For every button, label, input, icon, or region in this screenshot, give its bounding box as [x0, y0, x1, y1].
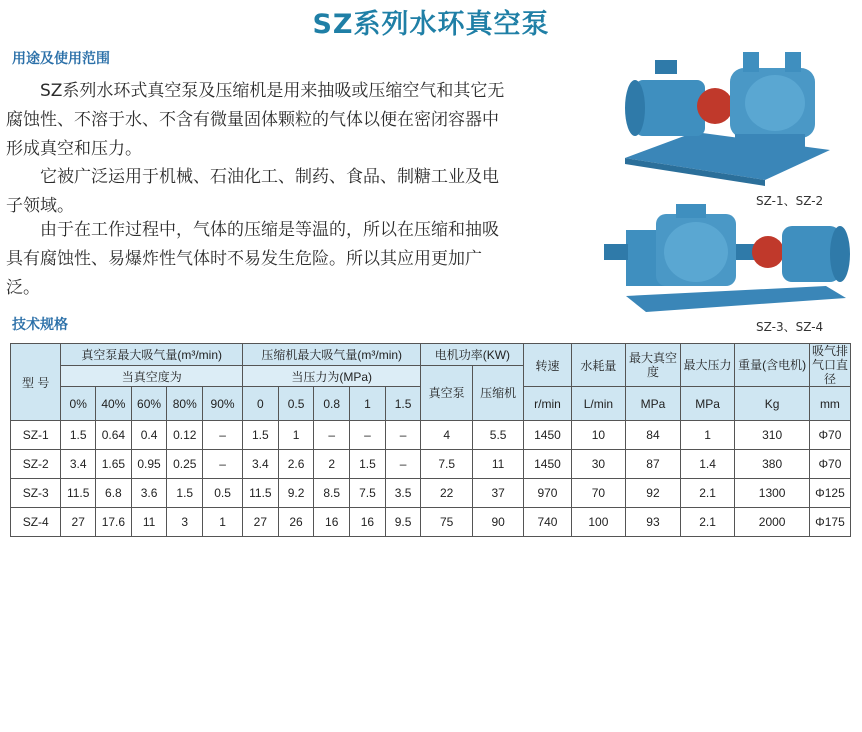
table-cell: 1450 — [524, 421, 571, 450]
table-cell: 3.4 — [243, 450, 279, 479]
table-cell: 1450 — [524, 450, 571, 479]
table-cell: 2.1 — [680, 508, 735, 537]
header-compressor-group: 压缩机最大吸气量(m³/min) — [243, 344, 421, 366]
table-cell: Φ175 — [809, 508, 850, 537]
table-cell: 1 — [278, 421, 314, 450]
header-weight: 重量(含电机) — [735, 344, 810, 387]
table-row — [11, 479, 851, 508]
table-cell: 0.64 — [96, 421, 132, 450]
table-cell: 740 — [524, 508, 571, 537]
table-cell: 4 — [421, 421, 472, 450]
table-cell: 1.65 — [96, 450, 132, 479]
table-cell: 17.6 — [96, 508, 132, 537]
table-cell: 970 — [524, 479, 571, 508]
header-pressure-level: 0.5 — [278, 387, 314, 421]
table-cell: 1 — [680, 421, 735, 450]
table-cell: 93 — [626, 508, 681, 537]
header-compressor-sub: 当压力为(MPa) — [243, 366, 421, 387]
header-diameter-unit: mm — [809, 387, 850, 421]
table-cell: 3.5 — [385, 479, 421, 508]
table-cell: 380 — [735, 450, 810, 479]
header-speed: 转速 — [524, 344, 571, 387]
table-cell: 0.4 — [131, 421, 167, 450]
usage-heading: 用途及使用范围 — [12, 51, 110, 67]
table-cell: 2 — [314, 450, 350, 479]
header-vacuum-level: 90% — [203, 387, 243, 421]
table-cell: 30 — [571, 450, 626, 479]
table-cell: 0.12 — [167, 421, 203, 450]
table-cell: 0.25 — [167, 450, 203, 479]
table-cell: 2.6 — [278, 450, 314, 479]
image-caption-2: SZ-3、SZ-4 — [756, 320, 824, 334]
table-cell: 11 — [472, 450, 523, 479]
header-pressure-level: 1.5 — [385, 387, 421, 421]
table-cell: 27 — [61, 508, 96, 537]
table-row — [11, 421, 851, 450]
model-cell: SZ-4 — [11, 508, 61, 537]
table-cell: 1300 — [735, 479, 810, 508]
table-cell: 75 — [421, 508, 472, 537]
table-cell: 2.1 — [680, 479, 735, 508]
table-cell: 26 — [278, 508, 314, 537]
table-cell: – — [350, 421, 386, 450]
header-max-vacuum: 最大真空度 — [626, 344, 681, 387]
model-cell: SZ-3 — [11, 479, 61, 508]
table-cell: 9.5 — [385, 508, 421, 537]
table-cell: 5.5 — [472, 421, 523, 450]
header-weight-unit: Kg — [735, 387, 810, 421]
usage-paragraph-2: 它被广泛运用于机械、石油化工、制药、食品、制糖工业及电子领域。 — [6, 167, 499, 216]
table-cell: 11.5 — [61, 479, 96, 508]
table-cell: 22 — [421, 479, 472, 508]
table-cell: 11.5 — [243, 479, 279, 508]
header-vacuum-level: 40% — [96, 387, 132, 421]
table-cell: 1.4 — [680, 450, 735, 479]
table-cell: 3 — [167, 508, 203, 537]
table-cell: 90 — [472, 508, 523, 537]
table-cell: 1.5 — [167, 479, 203, 508]
page-title: SZ系列水环真空泵 — [312, 9, 550, 40]
header-vacuum-level: 80% — [167, 387, 203, 421]
table-cell: – — [314, 421, 350, 450]
table-row — [11, 508, 851, 537]
usage-paragraph-1: SZ系列水环式真空泵及压缩机是用来抽吸或压缩空气和其它无腐蚀性、不溶于水、不含有微量固体颗粒的气体以便在密闭容器中形成真空和压力。 — [6, 81, 505, 159]
header-vacuum-sub: 当真空度为 — [61, 366, 243, 387]
header-water: 水耗量 — [571, 344, 626, 387]
header-max-vacuum-unit: MPa — [626, 387, 681, 421]
table-cell: 9.2 — [278, 479, 314, 508]
table-cell: 10 — [571, 421, 626, 450]
image-caption-1: SZ-1、SZ-2 — [756, 194, 824, 208]
table-cell: 92 — [626, 479, 681, 508]
table-cell: 11 — [131, 508, 167, 537]
header-vacuum-level: 60% — [131, 387, 167, 421]
header-model: 型 号 — [11, 344, 61, 421]
header-power-compressor: 压缩机 — [472, 366, 523, 421]
table-cell: 37 — [472, 479, 523, 508]
spec-table — [10, 343, 851, 537]
table-cell: 1.5 — [350, 450, 386, 479]
model-cell: SZ-1 — [11, 421, 61, 450]
table-cell: Φ125 — [809, 479, 850, 508]
table-cell: 8.5 — [314, 479, 350, 508]
header-water-unit: L/min — [571, 387, 626, 421]
table-cell: 100 — [571, 508, 626, 537]
table-cell: 0.95 — [131, 450, 167, 479]
header-vacuum-group: 真空泵最大吸气量(m³/min) — [61, 344, 243, 366]
table-cell: 7.5 — [421, 450, 472, 479]
table-cell: 3.4 — [61, 450, 96, 479]
spec-heading: 技术规格 — [12, 317, 68, 333]
header-max-pressure-unit: MPa — [680, 387, 735, 421]
table-cell: 1 — [203, 508, 243, 537]
header-power-vacuum: 真空泵 — [421, 366, 472, 421]
table-cell: 16 — [350, 508, 386, 537]
header-speed-unit: r/min — [524, 387, 571, 421]
table-cell: – — [203, 450, 243, 479]
header-power-group: 电机功率(KW) — [421, 344, 524, 366]
table-cell: 6.8 — [96, 479, 132, 508]
table-cell: 2000 — [735, 508, 810, 537]
table-cell: 1.5 — [61, 421, 96, 450]
table-cell: 310 — [735, 421, 810, 450]
table-cell: 1.5 — [243, 421, 279, 450]
header-vacuum-level: 0% — [61, 387, 96, 421]
header-pressure-level: 0 — [243, 387, 279, 421]
table-cell: – — [385, 450, 421, 479]
usage-paragraph-3: 由于在工作过程中，气体的压缩是等温的，所以在压缩和抽吸具有腐蚀性、易爆炸性气体时不易发生危险。所以其应用更加广泛。 — [6, 220, 499, 298]
header-pressure-level: 0.8 — [314, 387, 350, 421]
header-pressure-level: 1 — [350, 387, 386, 421]
table-cell: – — [385, 421, 421, 450]
table-cell: 27 — [243, 508, 279, 537]
pump-image-sz3-sz4 — [596, 200, 854, 318]
pump-image-sz1-sz2 — [615, 40, 835, 186]
model-cell: SZ-2 — [11, 450, 61, 479]
table-cell: Φ70 — [809, 421, 850, 450]
table-cell: – — [203, 421, 243, 450]
table-cell: 0.5 — [203, 479, 243, 508]
table-cell: Φ70 — [809, 450, 850, 479]
table-cell: 16 — [314, 508, 350, 537]
table-cell: 70 — [571, 479, 626, 508]
header-diameter: 吸气排气口直径 — [809, 344, 850, 387]
table-cell: 87 — [626, 450, 681, 479]
table-cell: 7.5 — [350, 479, 386, 508]
table-cell: 84 — [626, 421, 681, 450]
table-row — [11, 450, 851, 479]
table-cell: 3.6 — [131, 479, 167, 508]
spec-table-body — [11, 421, 851, 537]
header-max-pressure: 最大压力 — [680, 344, 735, 387]
